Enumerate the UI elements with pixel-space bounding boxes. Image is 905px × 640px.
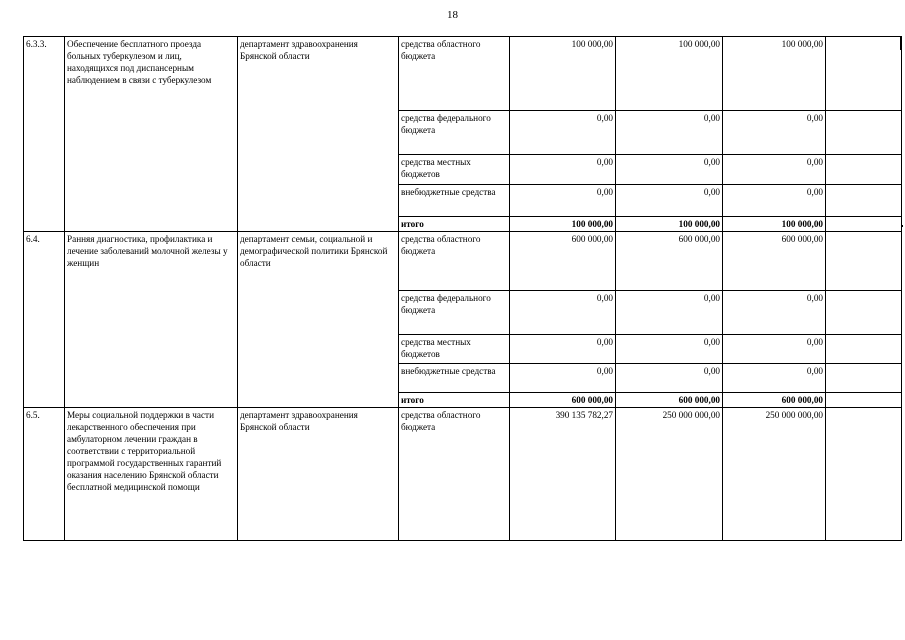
empty-cell <box>826 37 902 111</box>
item-code: 6.5. <box>24 408 65 541</box>
amount-1: 100 000,00 <box>510 217 616 232</box>
amount-1: 100 000,00 <box>510 37 616 111</box>
amount-1: 0,00 <box>510 155 616 185</box>
empty-cell <box>826 364 902 393</box>
funding-source: средства федерального бюджета <box>399 291 510 335</box>
amount-2: 100 000,00 <box>616 217 723 232</box>
table-row <box>24 37 902 111</box>
item-executor: департамент семьи, социальной и демографической политики Брянской области <box>238 232 399 408</box>
empty-cell <box>826 291 902 335</box>
funding-source: средства местных бюджетов <box>399 335 510 364</box>
funding-source: внебюджетные средства <box>399 185 510 217</box>
item-name: Меры социальной поддержки в части лекарственного обеспечения при амбулаторном лечении граждан в соответствии с территориальной программой государственных гарантий оказания населению Брянской области бесплатной медицинской помощи <box>65 408 238 541</box>
amount-1: 600 000,00 <box>510 232 616 291</box>
empty-cell <box>826 393 902 408</box>
amount-3: 250 000 000,00 <box>723 408 826 541</box>
amount-2: 0,00 <box>616 291 723 335</box>
amount-1: 0,00 <box>510 364 616 393</box>
item-name: Обеспечение бесплатного проезда больных туберкулезом и лиц, находящихся под диспансерным наблюдением в связи с туберкулезом <box>65 37 238 232</box>
amount-2: 250 000 000,00 <box>616 408 723 541</box>
item-code: 6.4. <box>24 232 65 408</box>
amount-2: 0,00 <box>616 364 723 393</box>
amount-1: 600 000,00 <box>510 393 616 408</box>
amount-1: 390 135 782,27 <box>510 408 616 541</box>
amount-3: 600 000,00 <box>723 232 826 291</box>
amount-2: 0,00 <box>616 155 723 185</box>
amount-2: 600 000,00 <box>616 393 723 408</box>
amount-2: 0,00 <box>616 335 723 364</box>
empty-cell <box>826 217 902 232</box>
item-executor: департамент здравоохранения Брянской области <box>238 408 399 541</box>
funding-source: средства областного бюджета <box>399 232 510 291</box>
amount-1: 0,00 <box>510 185 616 217</box>
amount-3: 0,00 <box>723 335 826 364</box>
funding-source: средства областного бюджета <box>399 408 510 541</box>
empty-cell <box>826 155 902 185</box>
table-row <box>24 232 902 291</box>
amount-2: 0,00 <box>616 185 723 217</box>
item-code: 6.3.3. <box>24 37 65 232</box>
funding-source: средства федерального бюджета <box>399 111 510 155</box>
budget-table <box>23 36 902 541</box>
amount-3: 0,00 <box>723 291 826 335</box>
funding-source: средства местных бюджетов <box>399 155 510 185</box>
funding-source: внебюджетные средства <box>399 364 510 393</box>
empty-cell <box>826 335 902 364</box>
amount-2: 100 000,00 <box>616 37 723 111</box>
empty-cell <box>826 232 902 291</box>
item-executor: департамент здравоохранения Брянской области <box>238 37 399 232</box>
empty-cell <box>826 185 902 217</box>
amount-3: 600 000,00 <box>723 393 826 408</box>
amount-1: 0,00 <box>510 291 616 335</box>
amount-1: 0,00 <box>510 111 616 155</box>
amount-1: 0,00 <box>510 335 616 364</box>
amount-3: 0,00 <box>723 364 826 393</box>
table-row <box>24 408 902 541</box>
amount-2: 600 000,00 <box>616 232 723 291</box>
amount-2: 0,00 <box>616 111 723 155</box>
amount-3: 100 000,00 <box>723 217 826 232</box>
funding-source-total: итого <box>399 393 510 408</box>
amount-3: 0,00 <box>723 185 826 217</box>
item-name: Ранняя диагностика, профилактика и лечение заболеваний молочной железы у женщин <box>65 232 238 408</box>
amount-3: 0,00 <box>723 155 826 185</box>
funding-source: средства областного бюджета <box>399 37 510 111</box>
funding-source-total: итого <box>399 217 510 232</box>
amount-3: 0,00 <box>723 111 826 155</box>
page-number: 18 <box>447 9 458 21</box>
empty-cell <box>826 111 902 155</box>
amount-3: 100 000,00 <box>723 37 826 111</box>
empty-cell <box>826 408 902 541</box>
